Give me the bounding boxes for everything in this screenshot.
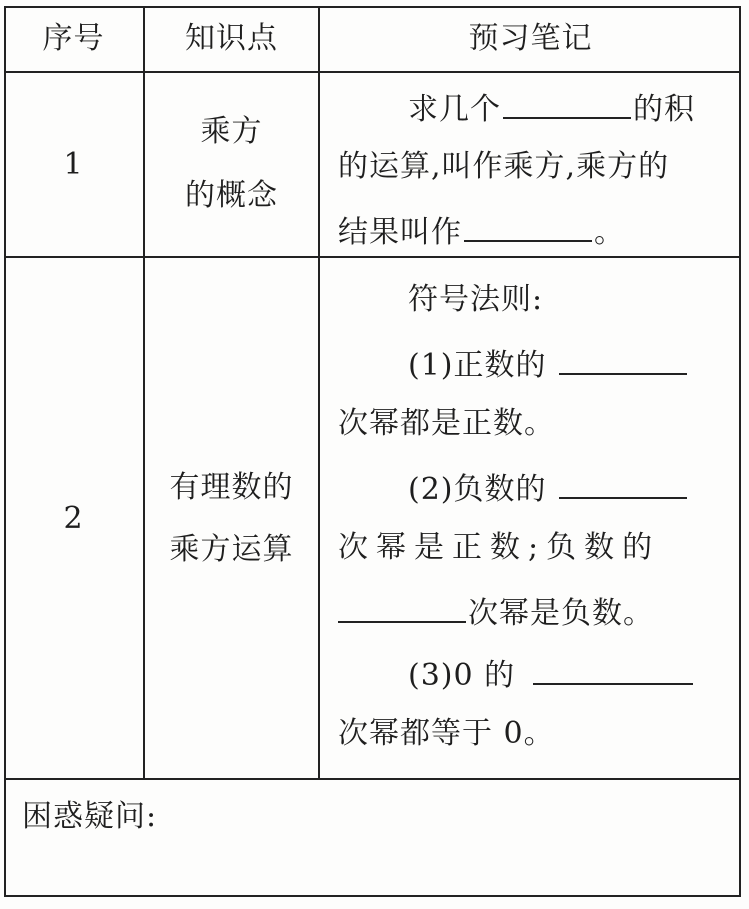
row1-text-a: 求几个 bbox=[408, 92, 501, 127]
header-divider bbox=[4, 71, 741, 73]
answer-blank-4[interactable] bbox=[559, 471, 687, 499]
row2-index: 2 bbox=[63, 501, 84, 536]
row2-rule2-line2: 次幂是正数;负数的 bbox=[338, 530, 661, 565]
row1-notes-line2: 的运算,叫作乘方,乘方的 bbox=[338, 149, 670, 184]
rule2-text-a: (2)负数的 bbox=[408, 472, 547, 507]
row1-topic-line2: 的概念 bbox=[185, 178, 278, 213]
row2-rule-title: 符号法则: bbox=[408, 282, 544, 317]
row2-rule3-line1 bbox=[408, 657, 695, 691]
answer-blank-5[interactable] bbox=[338, 595, 466, 623]
row1-text-b: 的积 bbox=[633, 92, 695, 127]
row1-notes-line3 bbox=[338, 214, 625, 248]
row1-notes-line1 bbox=[408, 91, 695, 125]
answer-blank-6[interactable] bbox=[533, 657, 693, 685]
rule1-text-a: (1)正数的 bbox=[408, 348, 547, 383]
col-divider-2 bbox=[318, 6, 320, 780]
row2-rule2-line1 bbox=[408, 471, 689, 505]
row1-text-d: 。 bbox=[594, 215, 625, 250]
rule3-text-a: (3)0 的 bbox=[408, 658, 516, 693]
row1-text-c: 结果叫作 bbox=[338, 215, 462, 250]
row2-rule1-line1 bbox=[408, 347, 689, 381]
row1-topic-line1: 乘方 bbox=[200, 114, 263, 149]
header-topic: 知识点 bbox=[185, 21, 278, 56]
row1-divider bbox=[4, 256, 741, 258]
questions-answer-area[interactable] bbox=[6, 845, 739, 895]
row2-topic-line1: 有理数的 bbox=[169, 470, 294, 505]
header-notes: 预习笔记 bbox=[468, 21, 593, 56]
row2-topic-line2: 乘方运算 bbox=[169, 532, 294, 567]
rule2-text-c: 次幂是负数。 bbox=[468, 596, 654, 631]
row2-rule2-line3 bbox=[338, 595, 654, 629]
row2-divider bbox=[4, 778, 741, 780]
row1-index: 1 bbox=[63, 147, 84, 182]
row2-rule3-line2: 次幂都等于 0。 bbox=[338, 716, 555, 751]
answer-blank-2[interactable] bbox=[464, 214, 592, 242]
header-index: 序号 bbox=[42, 21, 105, 56]
row2-rule1-line2: 次幂都是正数。 bbox=[338, 406, 555, 441]
questions-label: 困惑疑问: bbox=[22, 799, 158, 834]
table-frame bbox=[4, 6, 741, 897]
answer-blank-1[interactable] bbox=[503, 91, 631, 119]
answer-blank-3[interactable] bbox=[559, 347, 687, 375]
